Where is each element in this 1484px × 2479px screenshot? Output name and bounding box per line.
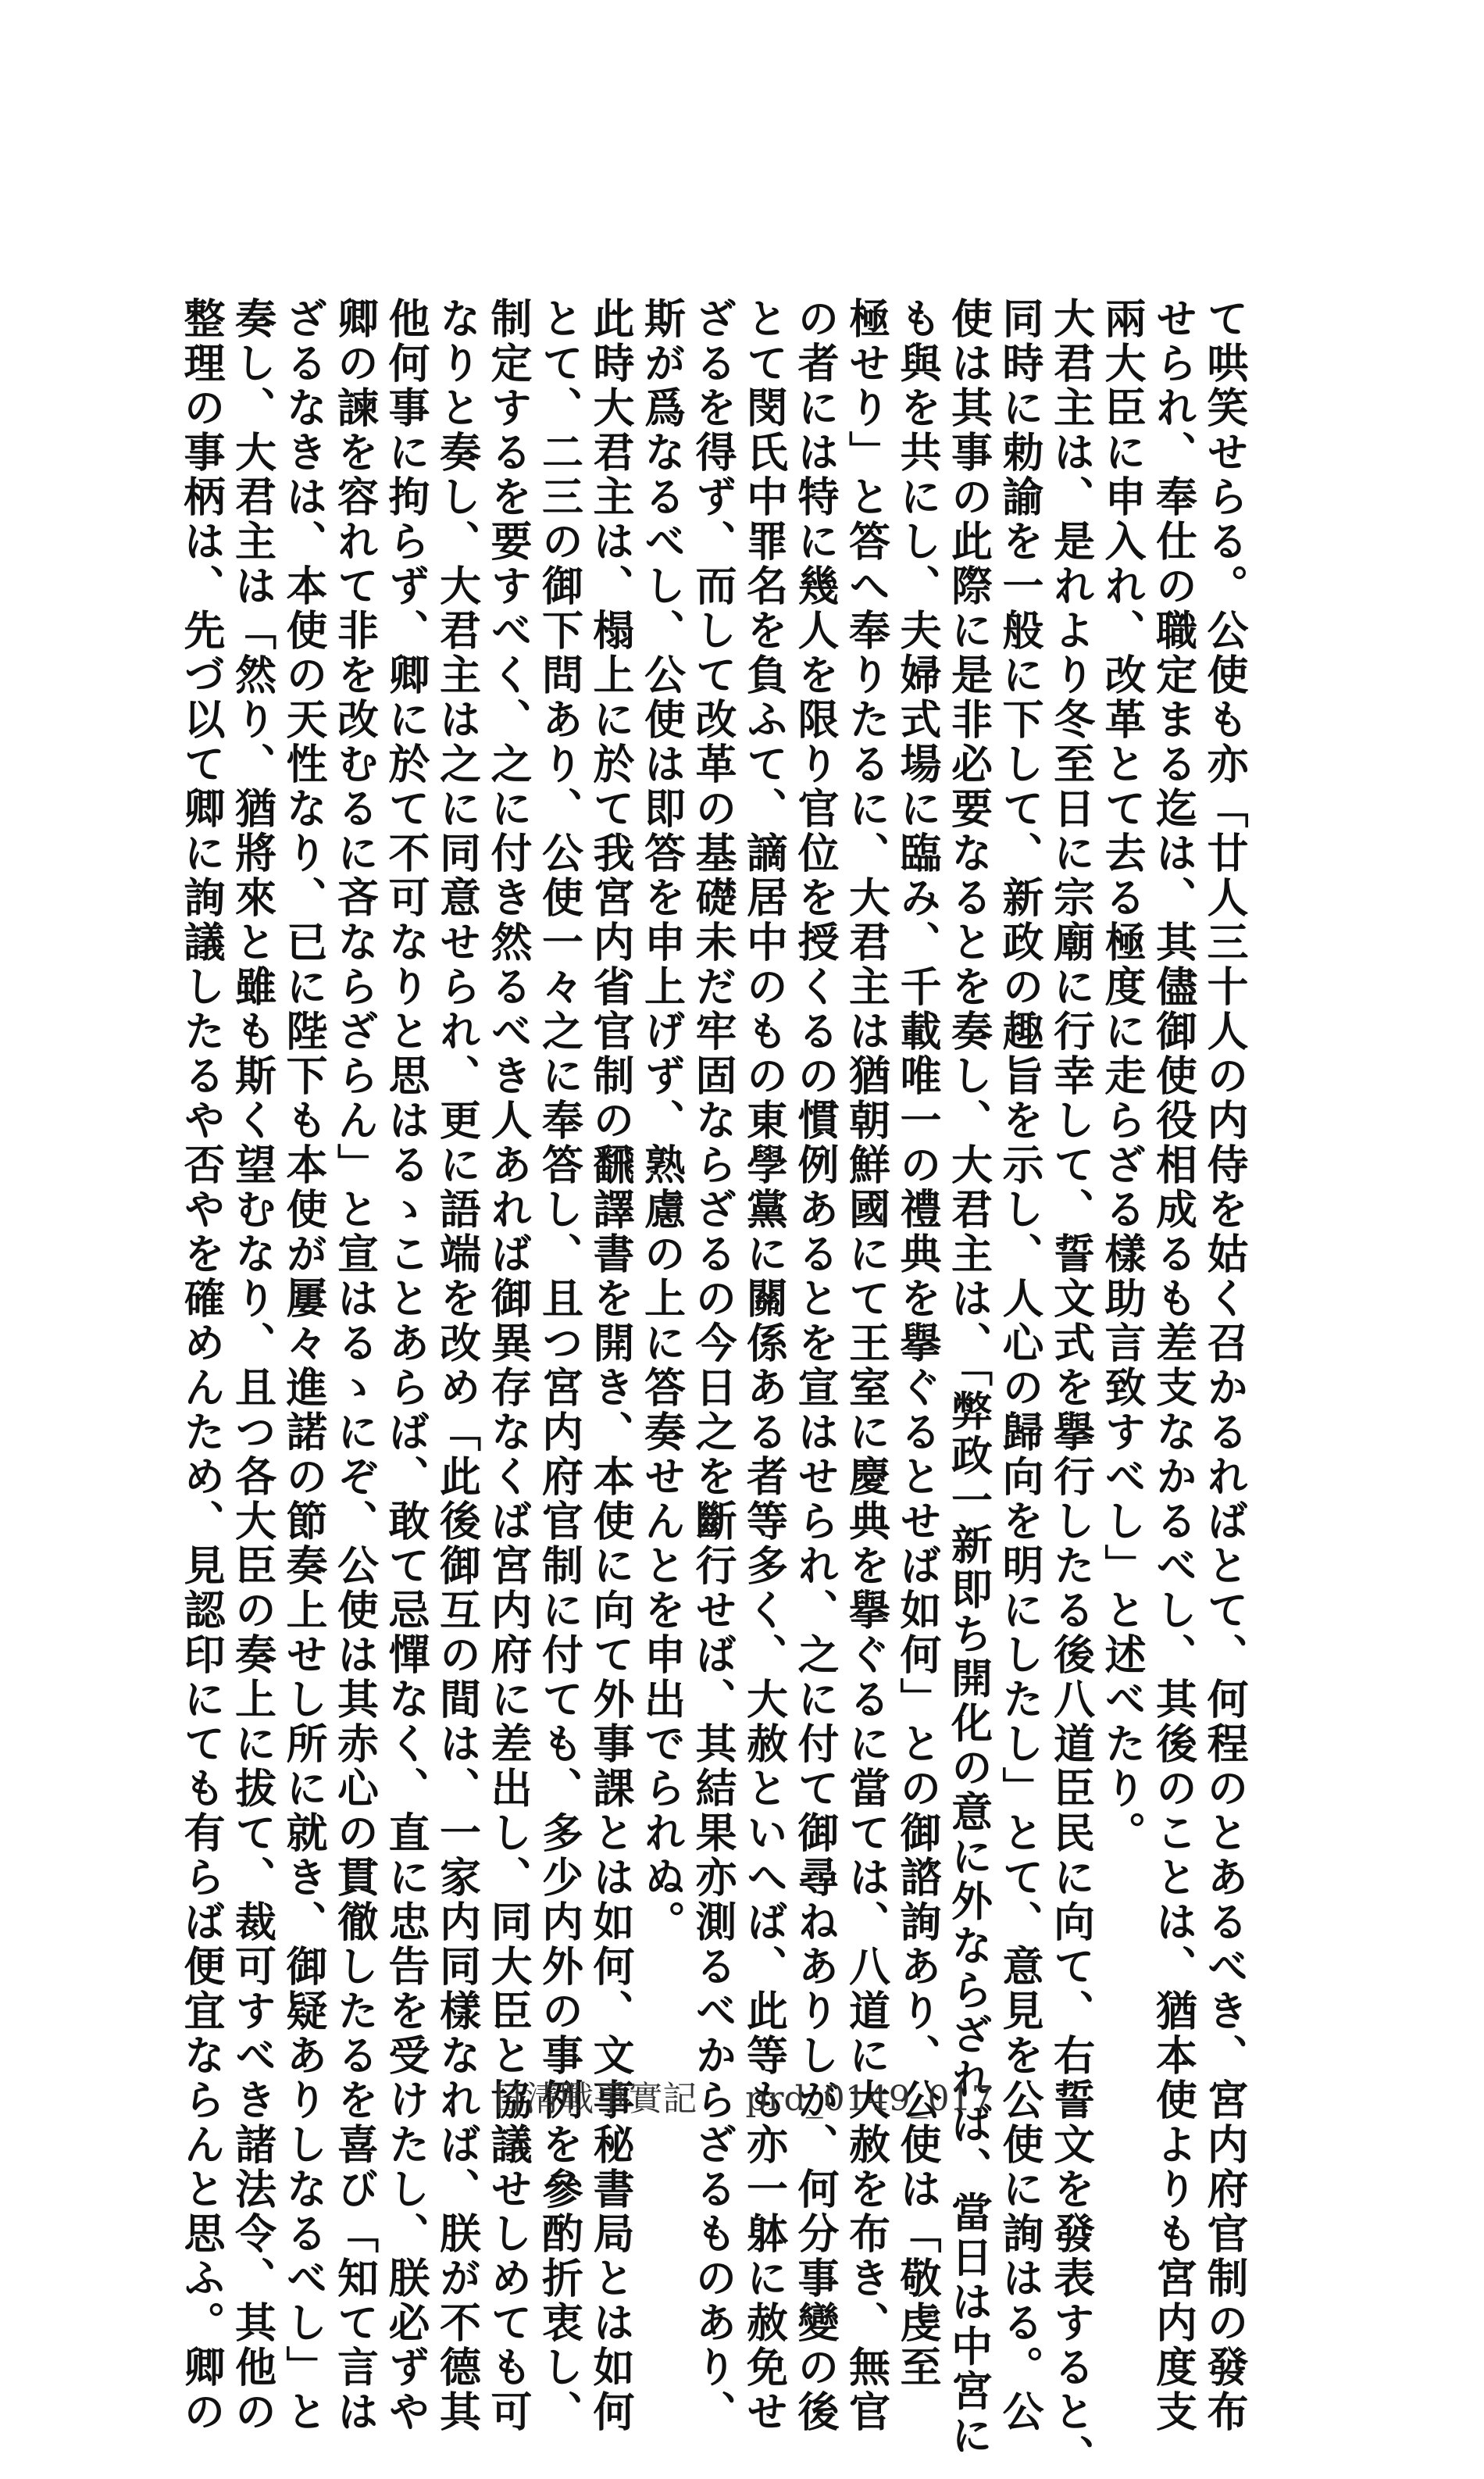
text-column: 大君主は、是れより冬至日に宗廟に行幸して、誓文式を擧行したる後八道臣民に向て、右誓文を發表すると、 (1047, 297, 1096, 2479)
text-column: 同時に勅諭を一般に下して、新政の趣旨を示し、人心の歸向を明にしたし」とて、意見を公使に詢はる。公 (996, 297, 1044, 2434)
text-column: なりと奏し、大君主は之に同意せられ、更に語端を改め「此後御互の間は、一家内同樣なれば、朕が不德其 (433, 297, 482, 2434)
text-column: ざるを得ず、而して改革の基礎未だ牢固ならざるの今日之を斷行せば、其結果亦測るべからざるものあり、 (689, 297, 737, 2434)
text-column: 奏し、大君主は「然り、猶將來と雖も斯く望むなり、且つ各大臣の奏上に拔て、裁可すべき諸法令、其他の (228, 297, 277, 2434)
text-column: も與を共にし、夫婦式場に臨み、千載唯一の禮典を擧ぐるとせば如何」との御諮詢あり、公使は「敬虔至 (894, 297, 942, 2390)
text-column: 此時大君主は、榻上に於て我宮内省官制の飜譯書を開き、本使に向て外事課とは如何、文事秘書局とは如何 (587, 297, 635, 2434)
text-column: 使は其事の此際に是非必要なるとを奏し、大君主は、「弊政一新即ち開化の意に外ならざれば、當日は中宮に (944, 297, 993, 2459)
text-column: 極せり」と答へ奉りたるに、大君主は猶朝鮮國にて王室に慶典を擧ぐるに當ては、八道に大赦を布き、無官 (842, 297, 891, 2434)
text-column: 卿の諫を容れて非を改むるに吝ならざらん」と宣はるゝにぞ、公使は其赤心の貫徹したるを喜び「知て言は (330, 297, 380, 2434)
text-column: 兩大臣に申入れ、改革とて去る極度に走らざる樣助言致すべし」と述べたり。 (1098, 297, 1147, 1856)
text-column: せられ、奉仕の職定まる迄は、其儘御使役相成るも差支なかるべし、其後のことは、猶本使よりも宮内度支 (1149, 297, 1198, 2434)
text-column: 斯が爲なるべし、公使は即答を申上げず、熟慮の上に答奏せんとを申出でられぬ。 (637, 297, 687, 1945)
publication-title: 日清戰爭實記 (491, 2079, 697, 2119)
text-column: の者には特に幾人を限り官位を授くるの慣例あるとを宣はせられ、之に付て御尋ねありしが、何分事變の後 (791, 297, 840, 2434)
text-column: とて閔氏中罪名を負ふて、謫居中のもの東學黨に關係ある者等多く、大赦といへば、此等も亦一躰に赦免せ (740, 297, 789, 2434)
text-column: て哄笑せらる。公使も亦「廿人三十人の内侍を姑く召かるればとて、何程のとあるべき、宮内府官制の發布 (1200, 297, 1249, 2434)
text-column: 他何事に拘らず、卿に於て不可なりと思はるゝことあらば、敢て忌憚なく、直に忠告を受けたし、朕必ずや (382, 297, 430, 2434)
text-column: ざるなきは、本使の天性なり、已に陛下も本使が屢々進諾の節奏上せし所に就き、御疑ありしなるべし」と (280, 297, 328, 2434)
text-column: 整理の事柄は、先づ以て卿に詢議したるや否やを確めんため、見認印にても有らば便宜ならんと思ふ。卿の (177, 297, 226, 2434)
page-code: prd_0149_017 (745, 2079, 993, 2119)
text-column: 制定するを要すべく、之に付き然るべき人あれば御異存なくば宮内府に差出し、同大臣と協議せしめても可 (484, 297, 533, 2434)
text-column: とて、二三の御下問あり、公使一々之に奉答し、且つ宮内府官制に付ても、多少内外の事例を參酌折衷し、 (535, 297, 584, 2434)
page-footer (0, 2070, 1484, 2120)
